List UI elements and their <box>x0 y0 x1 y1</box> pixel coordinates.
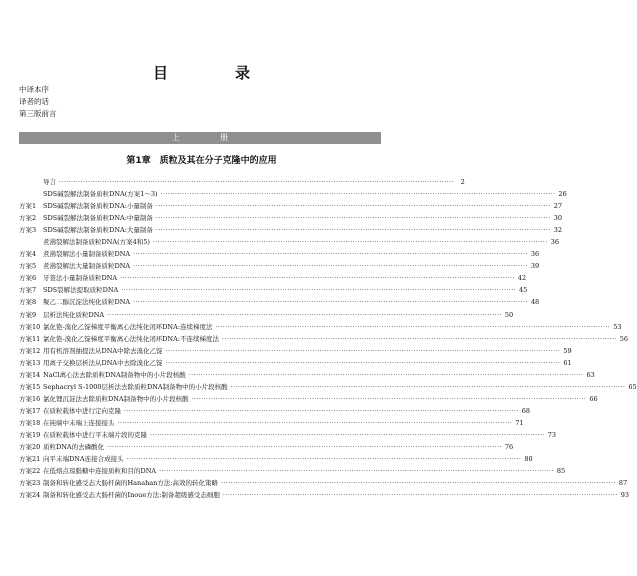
toc-entry-page: 50 <box>504 310 514 319</box>
toc-entry[interactable] <box>19 465 566 477</box>
toc-entry-page: 26 <box>558 190 567 199</box>
toc-entry-title: 向平末端DNA连接合成接头 <box>43 455 124 464</box>
part-banner: 上 册 <box>19 132 381 144</box>
toc-entry-number: 方案12 <box>19 346 41 355</box>
toc-entry[interactable] <box>19 321 622 333</box>
toc-entry-title: 煮沸裂解法小量制备质粒DNA <box>43 250 131 259</box>
toc-entry-page: 42 <box>517 274 527 283</box>
toc-entry-page: 71 <box>515 418 524 427</box>
toc-entry-title: 煮沸裂解法大量制备质粒DNA <box>43 262 131 271</box>
toc-entry[interactable] <box>19 441 514 453</box>
toc-entry-number: 方案9 <box>19 310 37 319</box>
toc-entry-page: 53 <box>613 322 622 331</box>
toc-entry-page: 68 <box>521 406 531 415</box>
toc-leader-dots <box>231 382 626 394</box>
toc-entry-title: 在质粒载体中进行定向克隆 <box>43 406 121 415</box>
toc-entry-title: 导言 <box>43 178 56 186</box>
toc-leader-dots <box>124 406 519 418</box>
toc-entry-title: SDS裂解法提取质粒DNA <box>43 286 119 295</box>
toc-entry[interactable] <box>19 296 540 308</box>
toc-entry-page: 76 <box>504 443 514 452</box>
toc-entry-title: 在质粒载体中进行平末端片段的克隆 <box>43 430 147 439</box>
toc-entry-number: 方案11 <box>19 334 41 343</box>
toc-leader-dots <box>166 346 561 358</box>
toc-entry-number: 方案3 <box>19 226 37 235</box>
toc-entry[interactable] <box>19 369 595 381</box>
toc-entry[interactable] <box>19 212 562 224</box>
toc-entry[interactable] <box>19 417 524 429</box>
chapter-heading[interactable]: 第1章 质粒及其在分子克隆中的应用 <box>126 156 277 166</box>
toc-entry-page: 87 <box>618 479 628 488</box>
toc-entry-title: SDS碱裂解法制备质粒DNA(方案1～3) <box>43 190 158 199</box>
toc-entry-title: 氯化铯-溴化乙锭梯度平衡离心法纯化闭环DNA:连续梯度法 <box>43 322 213 331</box>
toc-entry-title: 质粒DNA的去磷酸化 <box>43 443 105 452</box>
toc-entry-number: 方案5 <box>19 262 37 271</box>
toc-entry-number: 方案14 <box>19 370 41 379</box>
toc-entry-title: 制备和转化感受态大肠杆菌的Hanahan方法:高效的转化策略 <box>43 479 219 488</box>
toc-entry-page: 27 <box>553 202 562 211</box>
toc-entry-number: 方案22 <box>19 467 41 476</box>
toc-entry[interactable] <box>19 188 567 200</box>
toc-entry[interactable] <box>19 248 540 260</box>
toc-entry-number: 方案24 <box>19 491 41 500</box>
toc-leader-dots <box>222 334 617 346</box>
front-matter-item[interactable]: 译者的话 <box>19 97 49 106</box>
toc-entry-page: 80 <box>524 455 533 464</box>
toc-leader-dots <box>159 466 554 478</box>
toc-entry-page: 85 <box>556 467 566 476</box>
toc-entry-page: 65 <box>628 382 637 391</box>
toc-entry-page: 36 <box>530 250 540 259</box>
toc-leader-dots <box>221 478 616 490</box>
toc-entry-number: 方案18 <box>19 418 41 427</box>
toc-entry[interactable] <box>19 453 533 465</box>
toc-entry-number: 方案13 <box>19 358 41 367</box>
toc-entry-title: 用有机溶剂抽提法从DNA中除去溴化乙锭 <box>43 346 163 355</box>
toc-entry-number: 方案16 <box>19 394 41 403</box>
toc-entry-number: 方案4 <box>19 250 37 259</box>
toc-entry-title: NaCl离心法去除质粒DNA制备物中的小片段核酸 <box>43 370 186 379</box>
toc-entry-number: 方案19 <box>19 430 41 439</box>
toc-entry[interactable] <box>19 284 528 296</box>
toc-leader-dots <box>133 261 528 273</box>
toc-entry-page: 63 <box>586 370 595 379</box>
toc-entry-title: 制备和转化感受态大肠杆菌的Inoue方法:制备超级感受态细胞 <box>43 491 220 500</box>
toc-entry-title: 氯化铯-溴化乙锭梯度平衡离心法纯化闭环DNA:不连续梯度法 <box>43 334 219 343</box>
toc-entry-title: 煮沸裂解法制备质粒DNA(方案4和5) <box>43 238 150 247</box>
toc-entry[interactable] <box>19 309 514 321</box>
toc-leader-dots <box>166 358 561 370</box>
toc-list <box>19 176 637 501</box>
toc-entry-title: 聚乙二醇沉淀法纯化质粒DNA <box>43 298 131 307</box>
toc-entry-number: 方案20 <box>19 443 41 452</box>
toc-entry-title: SDS碱裂解法制备质粒DNA:大量制备 <box>43 226 153 235</box>
toc-leader-dots <box>156 201 551 213</box>
toc-entry-page: 32 <box>553 226 562 235</box>
toc-entry[interactable] <box>19 381 637 393</box>
toc-entry-page: 36 <box>550 238 560 247</box>
toc-entry-number: 方案7 <box>19 286 37 295</box>
toc-entry-title: 层析法纯化质粒DNA <box>43 310 105 319</box>
toc-leader-dots <box>215 322 610 334</box>
toc-entry-title: 在钝端中末端上连接接头 <box>43 418 115 427</box>
toc-entry-page: 73 <box>547 430 557 439</box>
toc-leader-dots <box>120 273 515 285</box>
toc-entry[interactable] <box>19 200 562 212</box>
toc-leader-dots <box>153 237 548 249</box>
toc-leader-dots <box>133 249 528 261</box>
toc-entry-page: 66 <box>589 394 598 403</box>
toc-entry-title: 用离子交换层析法从DNA中去除溴化乙锭 <box>43 358 163 367</box>
toc-entry-title: SDS碱裂解法制备质粒DNA:小量制备 <box>43 202 153 211</box>
toc-leader-dots <box>161 189 556 201</box>
toc-entry-number: 方案2 <box>19 214 37 223</box>
toc-leader-dots <box>121 285 516 297</box>
toc-leader-dots <box>127 454 522 466</box>
toc-leader-dots <box>150 430 545 442</box>
toc-entry-number: 方案17 <box>19 406 41 415</box>
toc-entry-number: 方案1 <box>19 202 37 211</box>
toc-entry-title: 氯化锂沉淀法去除质粒DNA制备物中的小片段核酸 <box>43 394 189 403</box>
toc-entry[interactable] <box>19 345 572 357</box>
toc-leader-dots <box>223 490 618 502</box>
toc-entry-title: 在低熔点琼脂糖中连接质粒和目的DNA <box>43 467 157 476</box>
toc-entry-page: 39 <box>530 262 540 271</box>
toc-entry-page: 56 <box>619 334 629 343</box>
toc-entry-page: 61 <box>563 358 572 367</box>
toc-entry-number: 方案8 <box>19 298 37 307</box>
toc-entry[interactable] <box>19 429 557 441</box>
page-title: 目 录 <box>152 64 276 82</box>
toc-entry-page: 2 <box>460 178 465 186</box>
toc-entry[interactable] <box>19 393 598 405</box>
toc-entry-number: 方案6 <box>19 274 37 283</box>
toc-leader-dots <box>118 418 513 430</box>
toc-entry[interactable] <box>19 477 628 489</box>
toc-entry[interactable] <box>19 224 562 236</box>
toc-entry-number: 方案15 <box>19 382 41 391</box>
toc-entry[interactable] <box>19 333 629 345</box>
toc-leader-dots <box>107 442 502 454</box>
front-matter-list <box>19 84 57 120</box>
toc-entry-page: 59 <box>563 346 572 355</box>
toc-entry[interactable] <box>19 357 572 369</box>
toc-entry-number: 方案23 <box>19 479 41 488</box>
toc-entry-title: 牙签法小量制备质粒DNA <box>43 274 118 283</box>
toc-leader-dots <box>133 297 528 309</box>
toc-entry-page: 45 <box>519 286 528 295</box>
front-matter-item[interactable]: 第三版前言 <box>19 109 57 118</box>
toc-entry[interactable] <box>19 260 540 272</box>
toc-entry-title: Sephacryl S-1000层析法去除质粒DNA制备物中的小片段核酸 <box>43 382 228 391</box>
toc-entry-title: SDS碱裂解法制备质粒DNA:中量制备 <box>43 214 153 223</box>
toc-entry[interactable] <box>19 176 465 188</box>
toc-entry[interactable] <box>19 489 629 501</box>
toc-entry[interactable] <box>19 272 527 284</box>
toc-entry[interactable] <box>19 236 560 248</box>
toc-entry-number: 方案21 <box>19 455 41 464</box>
toc-entry-page: 93 <box>620 491 629 500</box>
toc-entry[interactable] <box>19 405 531 417</box>
toc-leader-dots <box>156 213 551 225</box>
toc-leader-dots <box>156 225 551 237</box>
toc-entry-page: 48 <box>530 298 540 307</box>
toc-entry-page: 30 <box>553 214 562 223</box>
front-matter-item[interactable]: 中译本序 <box>19 85 49 94</box>
toc-leader-dots <box>189 370 584 382</box>
toc-entry-number: 方案10 <box>19 322 41 331</box>
